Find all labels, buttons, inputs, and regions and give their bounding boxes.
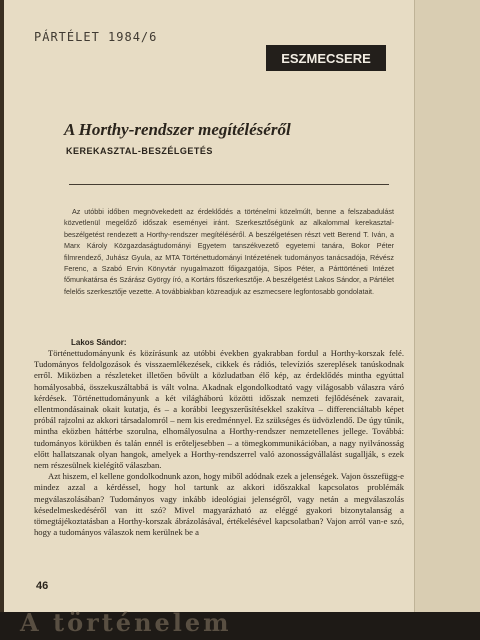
body-text: [34, 348, 404, 538]
journal-stamp: PÁRTÉLET 1984/6: [34, 30, 158, 44]
body-paragraph: Történettudományunk és közírásunk az utóbbi években gyakrabban fordul a Horthy-korszak felé. Tudományos feldolgozások és visszaemlékezések, cikkek és rádiós, televíziós szereplések tanúskodnak erről. Miközben a részleteket illetően bővült a közludatban élő kép, az érdeklődés mintha egyúttal homályosabbá, összekuszáltabbá is vált volna. Akadnak elgondolkodtató vagy világosabb válaszra váró kérdések. Történettudományunk a két világháború közötti időszak nemzeti fejlődésének zavarait, ellentmondásainak okait kutatja, és – a korábbi leegyszerűsítésekkel szakítva – differenciáltabb képet próbál rajzolni az akkori társadalomról – nem kis eredménnyel. Ez szükséges és üdvözlendő. De úgy tűnik, mintha eközben háttérbe szorulna, elhomályosulna a Horthy-rendszer nemzetellenes jellege. Továbbá: tudományos körükben és talán ennél is erőteljesebben – a tömegkommunikációban, a nagy nyilvánosság előtt hallatszanak olyan hangok, amelyek a Horthy-rendszerrel való azonosságvállalást sugallják, s ezek nem részesülnek kielégítő válaszban.: [34, 348, 404, 471]
body-paragraph: Azt hiszem, el kellene gondolkodnunk azon, hogy miből adódnak ezek a jelenségek. Vajon összefügg-e mindez azzal a kérdéssel, hogy hol tartunk az akkori időszakkal kapcsolatos problémák megválaszolásában? Tudományos vagy inkább ideológiai jelenségről, vagy netán a megválaszolás késedelmeskedéséről van itt szó? Mivel magyarázható az eléggé gyakori bizonytalanság a tömegtájékoztatásban a Horthy-korszak ábrázolásával, értékelésével kapcsolatban? Vajon arról van-e szó, hogy a tudományos válaszok nem kerülnek be a: [34, 471, 404, 538]
page-number: 46: [36, 580, 49, 592]
footer-text: A történelem: [20, 608, 232, 637]
section-badge: ESZMECSERE: [266, 45, 386, 71]
intro-paragraph: [64, 206, 394, 297]
next-page-edge: [414, 0, 480, 640]
speaker-name: Lakos Sándor:: [71, 338, 127, 347]
document-page: [4, 0, 414, 640]
article-title: A Horthy-rendszer megítéléséről: [64, 120, 291, 139]
article-subtitle: KEREKASZTAL-BESZÉLGETÉS: [66, 146, 213, 156]
intro-text: Az utóbbi időben megnövekedett az érdeklődés a történelmi közelmúlt, benne a felszabadulást közvetlenül megelőző időszak eseményei iránt. Szerkesztőségünk az alkalommal kerekasztal-beszélgetést rendezett a Horthy-rendszer megítéléséről. A beszélgetésen részt vett Berend T. Iván, a Marx Károly Közgazdaságtudományi Egyetem tanszékvezető egyetemi tanára, Bokor Péter filmrendező, Juhász Gyula, az MTA Történettudományi Intézetének tudományos tanácsadója, Révész Ferenc, a Szabó Ervin Könyvtár nyugalmazott főigazgatója, Sipos Péter, a Párttörténeti Intézet főmunkatársa és Szárász György író, a Kortárs főszerkesztője. A beszélgetést Lakos Sándor, a Pártélet felelős szerkesztője vezette. A továbbiakban közreadjuk az eszmecsere legfontosabb gondolatait.: [64, 207, 394, 296]
divider-line: [69, 184, 389, 185]
